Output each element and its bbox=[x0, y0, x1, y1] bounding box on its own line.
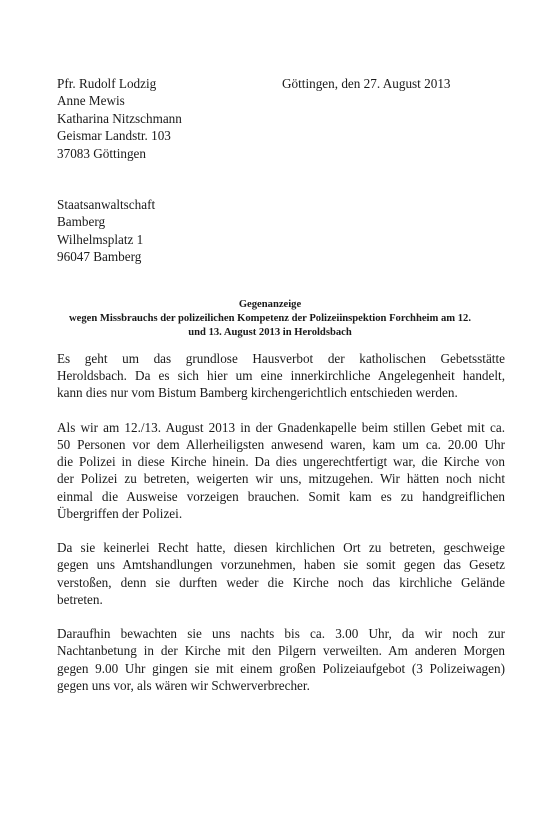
subject-title: Gegenanzeige bbox=[238, 299, 302, 310]
subject-line: und 13. August 2013 in Heroldsbach bbox=[188, 327, 352, 339]
paragraph-line: verstoßen, denn sie durften weder die Kirche noch das kirchliche Gelände bbox=[57, 574, 505, 590]
recipient-line: Staatsanwaltschaft bbox=[57, 197, 156, 212]
body-paragraph bbox=[57, 419, 505, 522]
recipient-line: Bamberg bbox=[57, 214, 106, 230]
recipient-city: 96047 Bamberg bbox=[57, 249, 142, 265]
body-paragraph bbox=[57, 539, 505, 608]
paragraph-line: 50 Personen vor dem Allerheiligsten anwesend waren, kam um ca. 20.00 Uhr bbox=[57, 437, 505, 452]
recipient-address bbox=[57, 196, 155, 266]
paragraph-line: die Polizei in diese Kirche hinein. Da dies ungerechtfertigt war, die Kirche von bbox=[57, 454, 505, 470]
body-paragraph bbox=[57, 625, 505, 694]
sender-line: Anne Mewis bbox=[57, 93, 125, 109]
paragraph-line: gegen uns Amtshandlungen vorzunehmen, haben sie somit gegen das Gesetz bbox=[57, 557, 505, 573]
paragraph-line: betreten. bbox=[57, 591, 103, 607]
subject-line: wegen Missbrauchs der polizeilichen Kompetenz der Polizeiinspektion Forchheim am 12. bbox=[69, 313, 471, 325]
sender-city: 37083 Göttingen bbox=[57, 145, 147, 161]
sender-name: Pfr. Rudolf Lodzig bbox=[57, 76, 157, 91]
paragraph-line: Heroldsbach. Da es sich hier um eine innerkirchliche Angelegenheit handelt, bbox=[57, 368, 505, 384]
paragraph-line: Da sie keinerlei Recht hatte, diesen kirchlichen Ort zu betreten, geschweige bbox=[57, 540, 505, 556]
paragraph-line: gegen uns vor, als wären wir Schwerverbrecher. bbox=[57, 677, 310, 693]
letter-date: Göttingen, den 27. August 2013 bbox=[282, 76, 451, 91]
body-paragraph bbox=[57, 350, 505, 402]
paragraph-line: kann dies nur vom Bistum Bamberg kirchengerichtlich entschieden werden. bbox=[57, 385, 458, 401]
sender-street: Geismar Landstr. 103 bbox=[57, 128, 171, 144]
paragraph-line: Übergriffen der Polizei. bbox=[57, 505, 183, 521]
paragraph-line: Als wir am 12./13. August 2013 in der Gnadenkapelle beim stillen Gebet mit ca. bbox=[57, 419, 505, 435]
paragraph-line: Es geht um das grundlose Hausverbot der katholischen Gebetsstätte bbox=[57, 351, 505, 366]
paragraph-line: der Polizei zu betreten, weigerten wir uns, mitzugehen. Wir hätten noch nicht bbox=[57, 471, 505, 487]
paragraph-line: Nachtanbetung in der Kirche mit den Pilgern verweilten. Am anderen Morgen bbox=[57, 643, 505, 659]
recipient-street: Wilhelmsplatz 1 bbox=[57, 231, 144, 247]
sender-address bbox=[57, 75, 182, 162]
paragraph-line: einmal die Ausweise vorzeigen brauchen. Somit kam es zu handgreiflichen bbox=[57, 488, 505, 504]
subject-heading bbox=[40, 298, 500, 341]
paragraph-line: Daraufhin bewachten sie uns nachts bis ca. 3.00 Uhr, da wir noch zur bbox=[57, 626, 505, 642]
paragraph-line: gegen 9.00 Uhr gingen sie mit einem großen Polizeiaufgebot (3 Polizeiwagen) bbox=[57, 660, 505, 676]
sender-line: Katharina Nitzschmann bbox=[57, 110, 182, 126]
letter-body bbox=[57, 350, 505, 711]
